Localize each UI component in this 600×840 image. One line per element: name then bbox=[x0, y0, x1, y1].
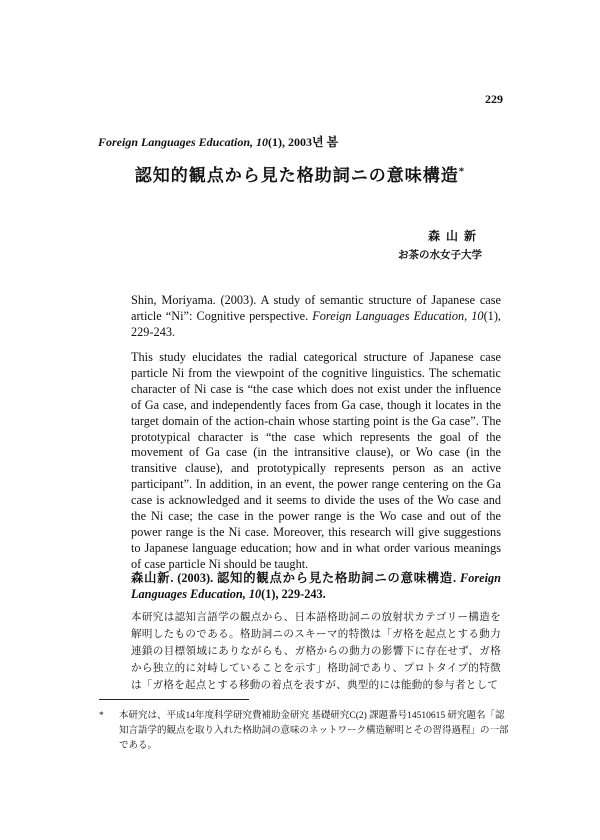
author-name: 森山新 bbox=[427, 229, 482, 243]
journal-header bbox=[98, 133, 338, 150]
footnote bbox=[99, 709, 509, 754]
citation-ja-journal: Foreign Languages Education, bbox=[131, 571, 501, 601]
footnote-divider bbox=[99, 699, 249, 700]
citation-ja-pages: (1), 229-243. bbox=[261, 586, 326, 601]
author-affiliation: お茶の水女子大学 bbox=[398, 250, 482, 261]
journal-name: Foreign Languages Education, bbox=[98, 135, 257, 149]
citation-ja-volume: 10 bbox=[248, 586, 262, 601]
paper-title bbox=[0, 161, 600, 186]
citation-en-journal: Foreign Languages Education, bbox=[312, 308, 472, 323]
abstract-english: This study elucidates the radial categorical structure of Japanese case particle Ni from the viewpoint of the cognitive linguistics. The schematic character of Ni case is “the case which does not exist under the influence of Ga case, and independently faces from Ga case, though it locates in the target domain of the action-chain whose starting point is the Ga case”. The prototypical character is “the case which represents the goal of the movement of Ga case (in the intransitive clause), or Wo case (in the transitive clause), and prototypically represents person as an active participant”. In addition, in an event, the power range centering on the Ga case is acknowledged and it seems to divide the uses of the Wo case and the Ni case; the case in the power range is the Wo case and out of the power range is the Ni case. Moreover, this research will give suggestions to Japanese language education; how and in what order various meanings of case particle Ni should be taught. bbox=[131, 350, 501, 571]
paper-title-text: 認知的観点から見た格助詞ニの意味構造 bbox=[134, 166, 459, 185]
citation-english bbox=[131, 293, 501, 341]
footnote-mark: * bbox=[99, 711, 104, 721]
citation-ja-authors: 森山新. (2003). 認知的観点から見た格助詞ニの意味構造. bbox=[131, 571, 460, 585]
citation-en-authors: Shin, Moriyama. (2003). A study of semantic structure of Japanese case article “Ni”: Cognitive perspective. bbox=[131, 293, 501, 323]
citation-japanese bbox=[131, 571, 501, 603]
page-number: 229 bbox=[485, 92, 503, 106]
title-footnote-mark: * bbox=[458, 165, 466, 178]
footnote-text: 本研究は、平成14年度科学研究費補助金研究 基礎研究C(2) 課題番号14510615 研究題名「認知言語学的観点を取り入れた格助詞の意味のネットワーク構造解明とその習得過程」の一部である。 bbox=[119, 711, 509, 751]
abstract-japanese: 本研究は認知言語学の観点から、日本語格助詞ニの放射状カテゴリー構造を解明したものである。格助詞ニのスキーマ的特徴は「ガ格を起点とする動力連鎖の目標領域にありながらも、ガ格からの動力の影響下に存在せず、ガ格から独立的に対峙していることを示す」格助詞であり、プロトタイプ的特徴は「ガ格を起点とする移動の着点を表すが、典型的には能動的参与者として bbox=[131, 612, 501, 691]
journal-issue: (1), 2003년 봄 bbox=[268, 135, 339, 149]
citation-en-pages: (1), 229-243. bbox=[131, 308, 501, 339]
citation-en-volume: 10 bbox=[471, 308, 484, 323]
journal-volume: 10 bbox=[256, 135, 269, 149]
